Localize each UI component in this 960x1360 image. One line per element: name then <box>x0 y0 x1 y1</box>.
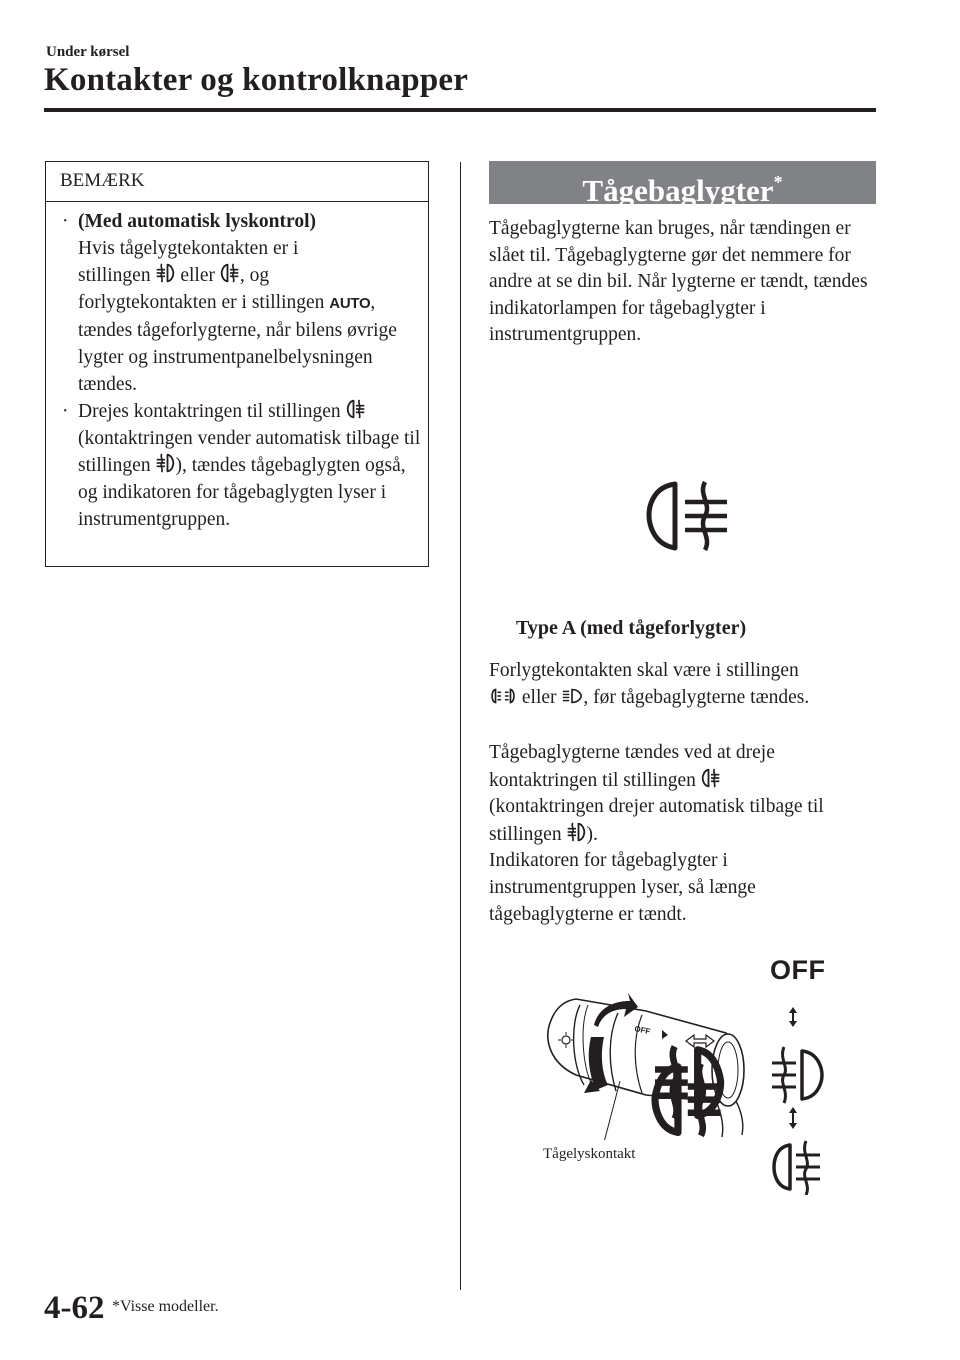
para-text: Indikatoren for tågebaglygter i instrumentgruppen lyser, så længe tågebaglygterne er tændt. <box>489 850 756 925</box>
page-number: 4-62 <box>44 1290 105 1326</box>
note-title: BEMÆRK <box>60 170 145 191</box>
para-text: eller <box>521 686 557 708</box>
footnote-mark: * <box>773 172 783 192</box>
figure-caption: Type A (med tågeforlygter) <box>516 617 747 639</box>
switch-label: Tågelyskontakt <box>543 1146 636 1162</box>
front-fog-icon <box>155 452 175 474</box>
section-heading-bar <box>489 161 876 208</box>
note-item <box>60 208 422 398</box>
parking-light-icon <box>489 686 517 706</box>
rear-fog-position-icon <box>774 1141 820 1195</box>
headlight-icon <box>561 686 583 706</box>
note-text: , og <box>239 265 270 286</box>
intro-paragraph: Tågebaglygterne kan bruges, når tændingen er slået til. Tågebaglygterne gør det nemmere for andre at se din bil. Når lygterne er tændt, tændes indikatorlampen for tågebaglygter i instrumentgruppen. <box>489 218 868 346</box>
note-text: eller <box>180 265 215 286</box>
bullet: · <box>62 401 69 422</box>
column-divider <box>460 162 461 1290</box>
note-item-bold: (Med automatisk lyskontrol) <box>78 211 316 232</box>
switch-positions-diagram <box>760 1005 830 1195</box>
paragraph <box>489 740 879 928</box>
note-text: Hvis tågelygtekontakten er i <box>78 238 299 259</box>
auto-badge: AUTO <box>329 295 371 312</box>
front-fog-position-icon <box>772 1047 822 1103</box>
para-text: Forlygtekontakten skal være i stillingen <box>489 660 799 681</box>
front-fog-icon <box>155 262 175 284</box>
note-text: , <box>370 292 376 313</box>
rear-fog-icon <box>701 767 721 789</box>
svg-text:OFF: OFF <box>633 1024 652 1037</box>
lever-diagram <box>536 985 768 1140</box>
footnote: *Visse modeller. <box>112 1298 219 1315</box>
note-body <box>60 208 422 533</box>
para-text: (kontaktringen drejer automatisk tilbage til stillingen <box>489 796 824 845</box>
note-header <box>46 162 428 202</box>
para-text: Tågebaglygterne tændes ved at dreje kontaktringen til stillingen <box>489 742 775 791</box>
section-label: Under kørsel <box>46 44 130 60</box>
title-rule <box>44 108 876 112</box>
rear-fog-icon <box>346 398 366 420</box>
section-heading-text: Tågebaglygter <box>582 173 774 208</box>
note-text: ), tændes tågebaglygten også, og indikatoren for tågebaglygten lyser i instrumentgruppen. <box>78 455 406 530</box>
note-text: forlygtekontakten er i stillingen <box>78 292 325 313</box>
note-text: stillingen <box>78 265 151 286</box>
note-text: tændes tågeforlygterne, når bilens øvrige lygter og instrumentpanelbelysningen tændes. <box>78 320 397 395</box>
section-heading <box>489 161 876 212</box>
note-text: (kontaktringen vender automatisk tilbage til stillingen <box>78 428 421 476</box>
front-fog-icon <box>566 821 586 843</box>
paragraph <box>489 658 879 711</box>
note-item <box>60 398 422 533</box>
bullet: · <box>62 211 69 232</box>
rear-fog-icon <box>220 262 240 284</box>
note-text: Drejes kontaktringen til stillingen <box>78 401 341 422</box>
note-box <box>45 161 429 567</box>
para-text: , før tågebaglygterne tændes. <box>583 686 810 708</box>
rear-fog-indicator-icon <box>645 478 739 553</box>
para-text: ). <box>586 823 598 845</box>
off-position-label: OFF <box>770 955 826 985</box>
page-title: Kontakter og kontrolknapper <box>44 62 469 98</box>
